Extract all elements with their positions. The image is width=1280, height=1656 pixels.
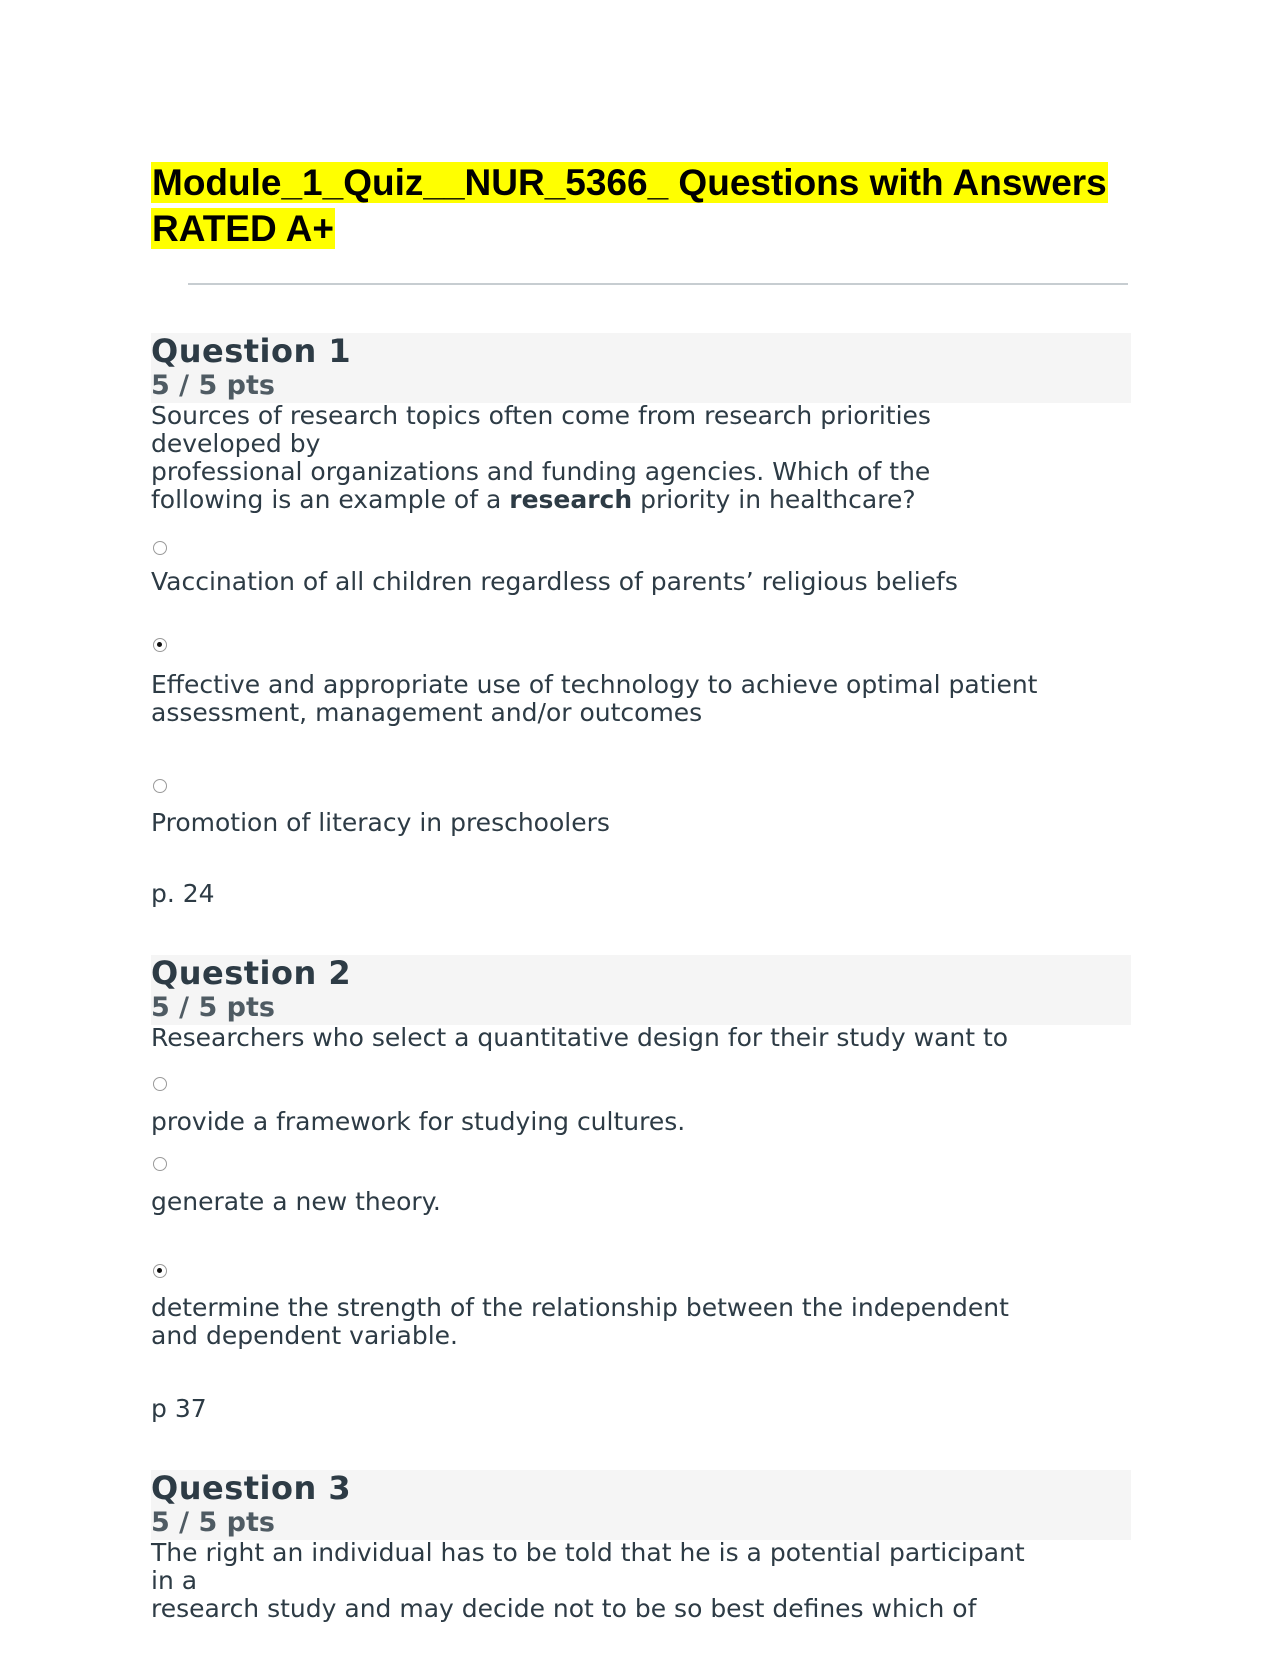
question-1-prompt: Sources of research topics often come from research priorities developed by [151, 401, 931, 458]
question-1-title: Question 1 [151, 332, 352, 370]
question-2-option-2-radio[interactable] [153, 1157, 167, 1171]
question-2-prompt: Researchers who select a quantitative design for their study want to [151, 1023, 1009, 1052]
title-divider [188, 283, 1128, 285]
question-2-header [151, 955, 1131, 1025]
question-1-prompt-continued: professional organizations and funding agencies. Which of the following is an example of a research priority in healthcare? [151, 457, 931, 514]
question-3-prompt-continued: research study and may decide not to be so best defines which of [151, 1594, 977, 1623]
question-3-points: 5 / 5 pts [151, 1507, 275, 1538]
question-2-option-1-radio[interactable] [153, 1077, 167, 1091]
question-1-option-1-label[interactable]: Vaccination of all children regardless of parents’ religious beliefs [151, 567, 958, 596]
question-3-title: Question 3 [151, 1469, 352, 1507]
question-2-points: 5 / 5 pts [151, 992, 275, 1023]
question-1-option-2-radio[interactable] [153, 638, 167, 652]
document-title-line2: RATED A+ [152, 208, 334, 249]
question-2-page-reference: p 37 [151, 1394, 207, 1423]
document-title-line1: Module_1_Quiz__NUR_5366_ Questions with Answers [152, 162, 1107, 203]
question-3-header [151, 1470, 1131, 1540]
question-2-option-3-radio[interactable] [153, 1264, 167, 1278]
question-2-option-2-label[interactable]: generate a new theory. [151, 1187, 441, 1216]
question-2-option-3-label[interactable]: determine the strength of the relationship between the independent and dependent variable. [151, 1293, 1009, 1350]
question-1-option-2-label[interactable]: Effective and appropriate use of technology to achieve optimal patient assessment, management and/or outcomes [151, 670, 1038, 727]
question-1-prompt-bold: research [509, 485, 633, 514]
question-1-option-3-label[interactable]: Promotion of literacy in preschoolers [151, 808, 610, 837]
question-3-prompt: The right an individual has to be told that he is a potential participant in a [151, 1538, 1025, 1595]
question-2-title: Question 2 [151, 954, 352, 992]
document-title [151, 160, 1141, 252]
question-1-option-3-radio[interactable] [153, 779, 167, 793]
question-1-header [151, 333, 1131, 403]
question-1-points: 5 / 5 pts [151, 370, 275, 401]
question-2-option-1-label[interactable]: provide a framework for studying cultures. [151, 1107, 686, 1136]
question-1-page-reference: p. 24 [151, 879, 215, 908]
question-1-option-1-radio[interactable] [153, 541, 167, 555]
